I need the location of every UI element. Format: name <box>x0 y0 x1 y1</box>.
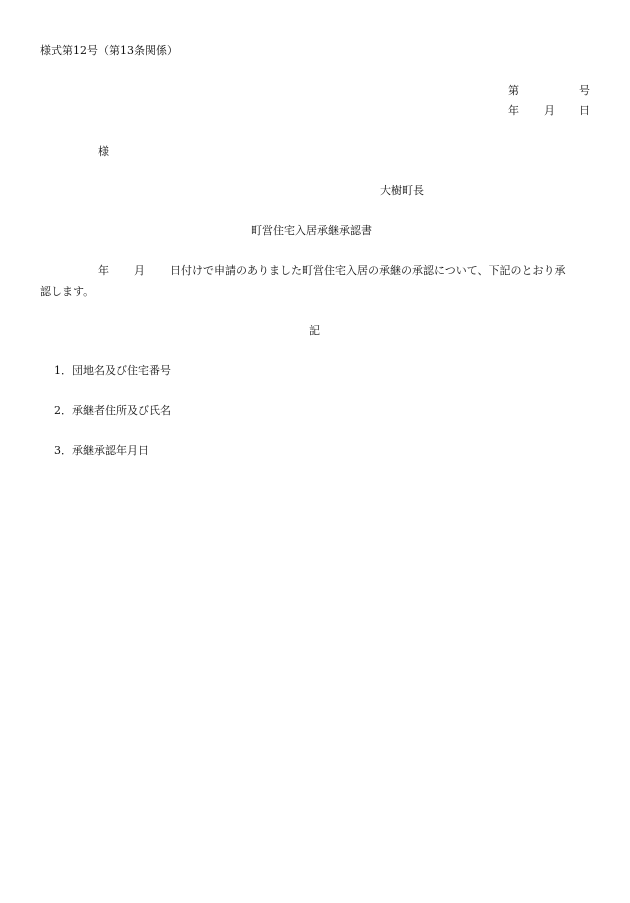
date-day-label: 日 <box>579 104 590 117</box>
list-item: 2．承継者住所及び氏名 <box>54 404 171 417</box>
body-paragraph-line2: 認します。 <box>40 285 95 298</box>
date-year-label: 年 <box>508 104 519 117</box>
ki-heading: 記 <box>309 324 320 337</box>
reference-number-suffix: 号 <box>579 84 590 97</box>
body-month-label: 月 <box>134 264 145 277</box>
body-year-label: 年 <box>98 264 109 277</box>
list-item: 3．承継承認年月日 <box>54 444 149 457</box>
form-number: 様式第12号（第13条関係） <box>40 44 178 57</box>
date-month-label: 月 <box>544 104 555 117</box>
addressee-honorific: 様 <box>98 145 109 158</box>
body-text: 日付けで申請のありました町営住宅入居の承継の承認について、下記のとおり承 <box>170 264 566 277</box>
issuer-name: 大樹町長 <box>380 184 424 197</box>
list-item: 1．団地名及び住宅番号 <box>54 364 171 377</box>
document-title: 町営住宅入居承継承認書 <box>251 224 372 237</box>
reference-number-label: 第 <box>508 84 519 97</box>
